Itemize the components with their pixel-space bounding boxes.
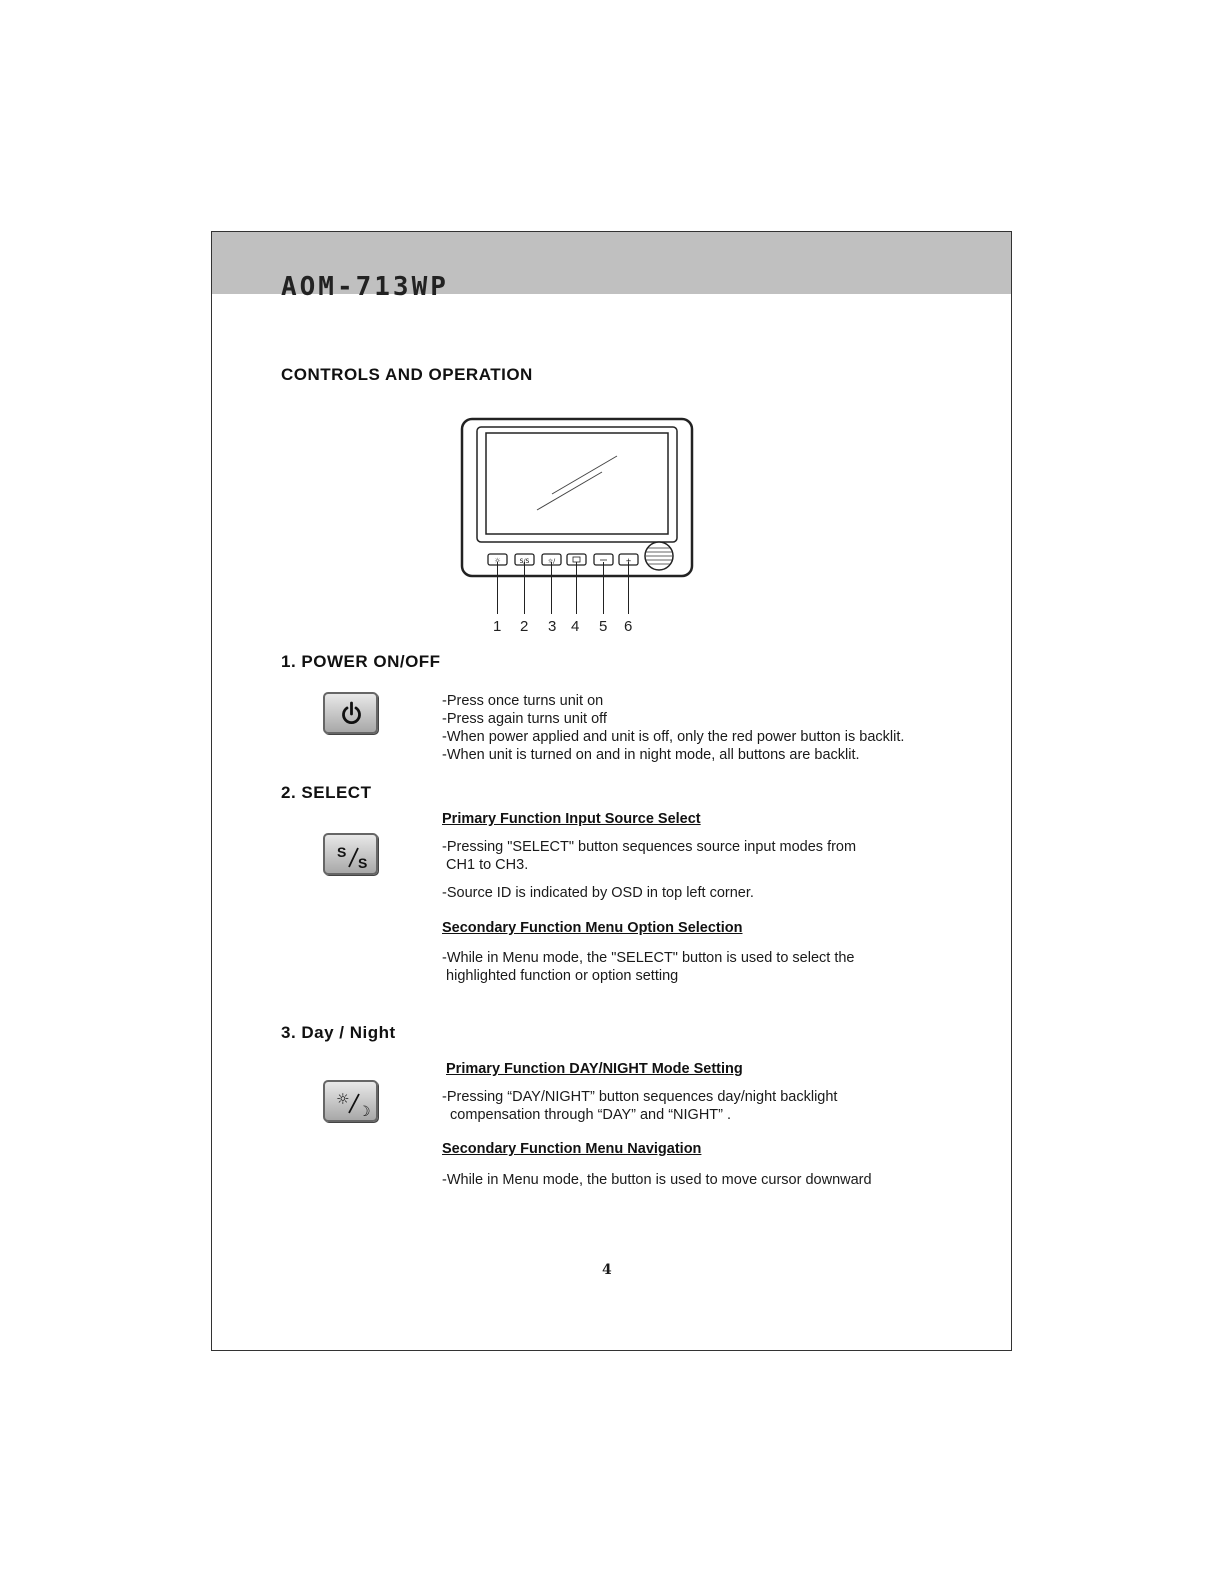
daynight-secondary-heading: Secondary Function Menu Navigation [442, 1141, 702, 1157]
description-line: -Pressing “DAY/NIGHT” button sequences day/night backlight [442, 1089, 838, 1105]
daynight-primary-description [442, 1088, 837, 1124]
description-line: -Pressing "SELECT" button sequences source input modes from [442, 839, 857, 855]
description-line: -While in Menu mode, the button is used to move cursor downward [442, 1172, 872, 1188]
select-button-illustration [323, 833, 378, 875]
manual-page [211, 231, 1012, 1351]
select-secondary-description [442, 949, 854, 985]
select-secondary-heading: Secondary Function Menu Option Selection [442, 920, 743, 936]
description-line: -While in Menu mode, the "SELECT" button is used to select the [442, 950, 855, 966]
daynight-secondary-description [442, 1171, 872, 1189]
button-number: 1 [493, 618, 502, 635]
svg-text:S: S [358, 855, 368, 871]
model-title: AOM-713WP [281, 272, 449, 302]
svg-text:☼: ☼ [494, 557, 501, 565]
svg-text:☼: ☼ [336, 1090, 350, 1108]
select-primary-heading: Primary Function Input Source Select [442, 811, 701, 827]
description-line: -Source ID is indicated by OSD in top left corner. [442, 885, 754, 901]
button-number: 2 [520, 618, 529, 635]
select-source-description [442, 884, 754, 902]
description-line: -Press again turns unit off [442, 711, 607, 727]
svg-text:+: + [625, 557, 632, 565]
daynight-primary-heading: Primary Function DAY/NIGHT Mode Setting [446, 1061, 743, 1077]
select-primary-description [442, 838, 856, 874]
section-title: CONTROLS AND OPERATION [281, 365, 533, 384]
description-line: -When unit is turned on and in night mode, all buttons are backlit. [442, 747, 860, 763]
description-line: -When power applied and unit is off, only the red power button is backlit. [442, 729, 905, 745]
select-section-title: 2. SELECT [281, 783, 372, 802]
monitor-diagram [452, 414, 702, 619]
description-line: -Press once turns unit on [442, 693, 604, 709]
svg-text:S: S [337, 844, 347, 860]
day-night-icon [325, 1082, 380, 1124]
button-number: 5 [599, 618, 608, 635]
svg-text:☽: ☽ [358, 1104, 371, 1120]
button-number: 3 [548, 618, 557, 635]
power-section-title: 1. POWER ON/OFF [281, 652, 441, 671]
page-number: 4 [602, 1262, 612, 1278]
power-icon [325, 694, 380, 736]
monitor-illustration [452, 414, 702, 614]
daynight-button-illustration [323, 1080, 378, 1122]
button-number: 6 [624, 618, 633, 635]
description-line: compensation through “DAY” and “NIGHT” . [442, 1107, 732, 1123]
description-line: highlighted function or option setting [442, 968, 679, 984]
button-number: 4 [571, 618, 580, 635]
power-description [442, 692, 904, 764]
svg-text:☼/: ☼/ [547, 558, 556, 565]
svg-text:S/S: S/S [519, 558, 530, 565]
source-select-icon [325, 835, 380, 877]
description-line: CH1 to CH3. [442, 857, 529, 873]
power-button-illustration [323, 692, 378, 734]
daynight-section-title: 3. Day / Night [281, 1023, 396, 1042]
